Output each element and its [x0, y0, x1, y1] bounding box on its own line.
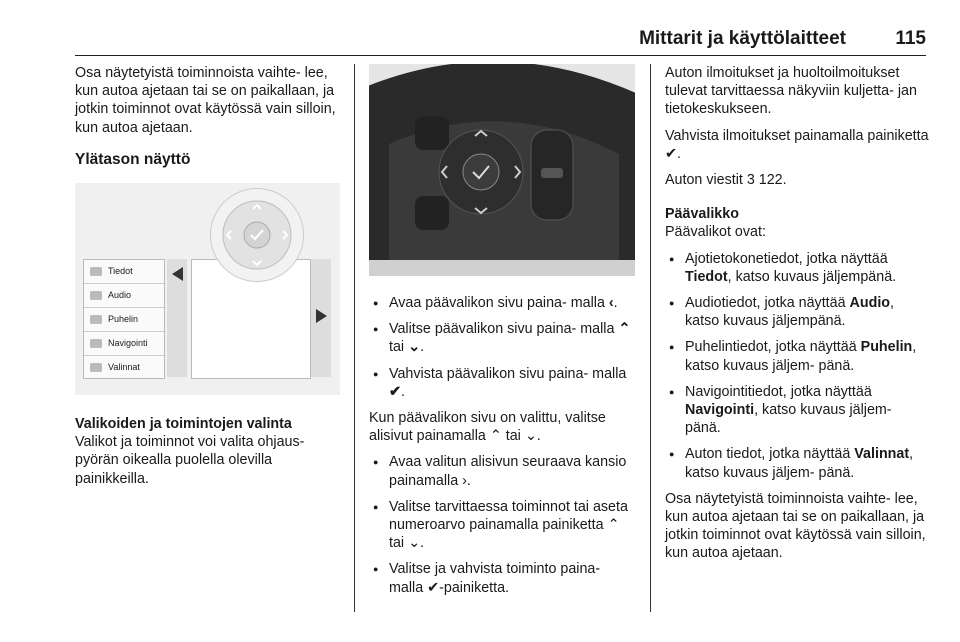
subpage-paragraph: Kun päävalikon sivu on valittu, valitse alisivut painamalla ⌃ tai ⌄. [369, 410, 606, 445]
list-item: ● Audiotiedot, jotka näyttää Audio, katso kuvaus jäljempänä. [665, 294, 930, 330]
heading-top-level-display: Ylätason näyttö [75, 150, 191, 168]
list-item: ● Ajotietokonetiedot, jotka näyttää Tiedot, katso kuvaus jäljempänä. [665, 250, 930, 286]
section-title: Mittarit ja käyttölaitteet [639, 28, 846, 49]
chevron-up-icon: ⌃ [618, 321, 631, 338]
list-item: ● Avaa valitun alisivun seuraava kansio painamalla ›. [369, 453, 635, 489]
intro-paragraph: Osa näytetyistä toiminnoista vaihte- lee, kun autoa ajetaan tai se on paikallaan, ja jotkin toiminnot ovat käytössä vain silloin, kun autoa ajetaan. [75, 65, 336, 136]
menu-panel [83, 259, 165, 379]
list-item: ● Auton tiedot, jotka näyttää Valinnat, katso kuvaus jäljem- pänä. [665, 445, 930, 481]
display-illustration [75, 183, 340, 395]
confirm-paragraph: Vahvista ilmoitukset painamalla painiketta ✔. [665, 127, 929, 162]
steering-wheel-photo [369, 64, 635, 276]
menu-selection-text: Valikot ja toiminnot voi valita ohjaus- pyörän oikealla puolella olevilla painikkeilla. [75, 434, 305, 487]
main-menu-list [665, 250, 930, 482]
column-1 [75, 64, 340, 496]
list-item: ● Vahvista päävalikon sivu paina- malla ✔. [369, 365, 635, 401]
control-pad-icon [211, 189, 303, 281]
column-divider [354, 64, 355, 612]
menu-item: Audio [84, 284, 164, 308]
page-header [75, 28, 926, 58]
column-2 [369, 64, 635, 605]
menu-item: Puhelin [84, 308, 164, 332]
list-item: ● Avaa päävalikon sivu paina- malla ‹. [369, 294, 635, 312]
column-divider [650, 64, 651, 612]
heading-menu-selection: Valikoiden ja toimintojen valinta [75, 416, 292, 433]
phone-icon [90, 315, 102, 324]
main-menu-lead: Päävalikot ovat: [665, 224, 766, 241]
page-number: 115 [895, 28, 926, 49]
bullet-list [369, 453, 635, 596]
menu-item: Tiedot [84, 260, 164, 284]
outro-paragraph: Osa näytetyistä toiminnoista vaihte- lee, kun autoa ajetaan tai se on paikallaan, ja jotkin toiminnot ovat käytössä vain silloin, kun autoa ajetaan. [665, 490, 926, 562]
menu-item: Navigointi [84, 332, 164, 356]
menu-item: Valinnat [84, 356, 164, 379]
vehicle-messages-ref: Auton viestit 3 122. [665, 172, 787, 189]
settings-icon [90, 363, 102, 372]
notifications-paragraph: Auton ilmoitukset ja huoltoilmoitukset tulevat tarvittaessa näkyviin kuljetta- jan tietokeskukseen. [665, 65, 917, 118]
control-pad-inset [210, 188, 304, 282]
check-icon: ✔ [389, 383, 401, 400]
list-item: ● Valitse päävalikon sivu paina- malla ⌃ tai ⌄. [369, 320, 635, 356]
list-item: ● Valitse tarvittaessa toiminnot tai aseta numeroarvo painamalla painiketta ⌃ tai ⌄. [369, 498, 635, 553]
list-item: ● Navigointitiedot, jotka näyttää Navigointi, katso kuvaus jäljem- pänä. [665, 383, 930, 438]
triangle-right-icon [316, 309, 327, 323]
info-icon [90, 267, 102, 276]
audio-icon [90, 291, 102, 300]
steering-wheel-illustration [369, 64, 635, 276]
list-item: ● Puhelintiedot, jotka näyttää Puhelin, katso kuvaus jäljem- pänä. [665, 338, 930, 374]
list-item: ● Valitse ja vahvista toiminto paina- malla ✔-painiketta. [369, 560, 635, 596]
navigation-icon [90, 339, 102, 348]
heading-main-menu: Päävalikko [665, 206, 739, 223]
header-rule [75, 55, 926, 56]
column-3 [665, 64, 930, 571]
chevron-left-icon: ‹ [608, 295, 614, 311]
bullet-list [369, 294, 635, 401]
chevron-down-icon: ⌄ [408, 339, 421, 356]
triangle-left-icon [172, 267, 183, 281]
